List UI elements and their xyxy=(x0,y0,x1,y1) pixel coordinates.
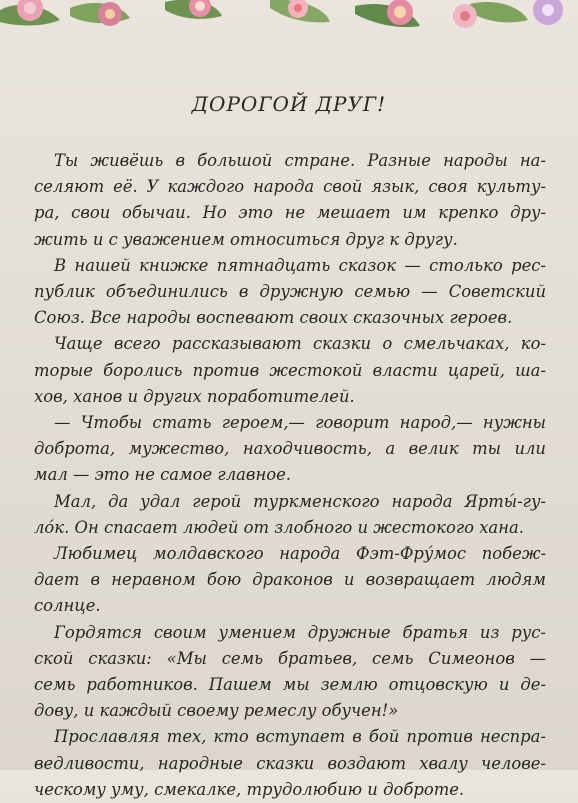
text-line: ской сказки: «Мы семь братьев, семь Симеонов — xyxy=(34,648,546,668)
text-line: жить и с уважением относиться друг к другу. xyxy=(34,229,458,249)
text-line: селяют её. У каждого народа свой язык, своя культу- xyxy=(34,177,546,197)
text-line: дову, и каждый своему ремеслу обучен!» xyxy=(34,701,399,721)
text-line: Союз. Все народы воспевают своих сказочных героев. xyxy=(34,308,513,328)
leaf-icon xyxy=(470,2,528,22)
text-line: дает в неравном бою драконов и возвращает людям xyxy=(34,570,546,590)
text-line: ра, свои обычаи. Но это не мешает им крепко дру- xyxy=(34,203,546,223)
flower-icon xyxy=(453,4,477,28)
text-line: мал — это не самое главное. xyxy=(34,465,292,485)
flower-icon xyxy=(533,0,563,25)
text-line: Чаще всего рассказывают сказки о смельчаках, ко- xyxy=(54,334,546,354)
text-line: Ты живёшь в большой стране. Разные народы на- xyxy=(54,151,546,170)
floral-ornament-border xyxy=(0,0,578,42)
text-line: Мал, да удал герой туркменского народа Ярты́-гу- xyxy=(54,491,546,511)
body-text xyxy=(34,148,546,803)
text-line: ведливости, народные сказки воздают хвалу челове- xyxy=(34,753,546,773)
text-line: — Чтобы стать героем,— говорит народ,— нужны xyxy=(54,413,546,433)
text-line: ческому уму, смекалке, трудолюбию и доброте. xyxy=(34,779,465,799)
page-title: ДОРОГОЙ ДРУГ! xyxy=(191,92,387,116)
text-line: публик объединились в дружную семью — Советский xyxy=(34,282,546,302)
text-line: хов, ханов и других поработителей. xyxy=(34,386,355,406)
text-line: ло́к. Он спасает людей от злобного и жестокого хана. xyxy=(34,517,524,537)
flower-icon xyxy=(387,0,413,25)
text-line: Гордятся своим умением дружные братья из рус- xyxy=(54,622,546,642)
flower-icon xyxy=(98,2,122,26)
text-line: Прославляя тех, кто вступает в бой против неспра- xyxy=(54,727,546,747)
text-line: В нашей книжке пятнадцать сказок — столько рес- xyxy=(54,255,546,275)
text-line: торые боролись против жестокой власти царей, ша- xyxy=(34,360,546,380)
text-line: доброта, мужество, находчивость, а велик ты или xyxy=(34,439,546,459)
text-line: Любимец молдавского народа Фэт-Фру́мос побеж- xyxy=(54,544,546,564)
text-line: солнце. xyxy=(34,596,101,616)
text-line: семь работников. Пашем мы землю отцовскую и де- xyxy=(34,675,546,695)
